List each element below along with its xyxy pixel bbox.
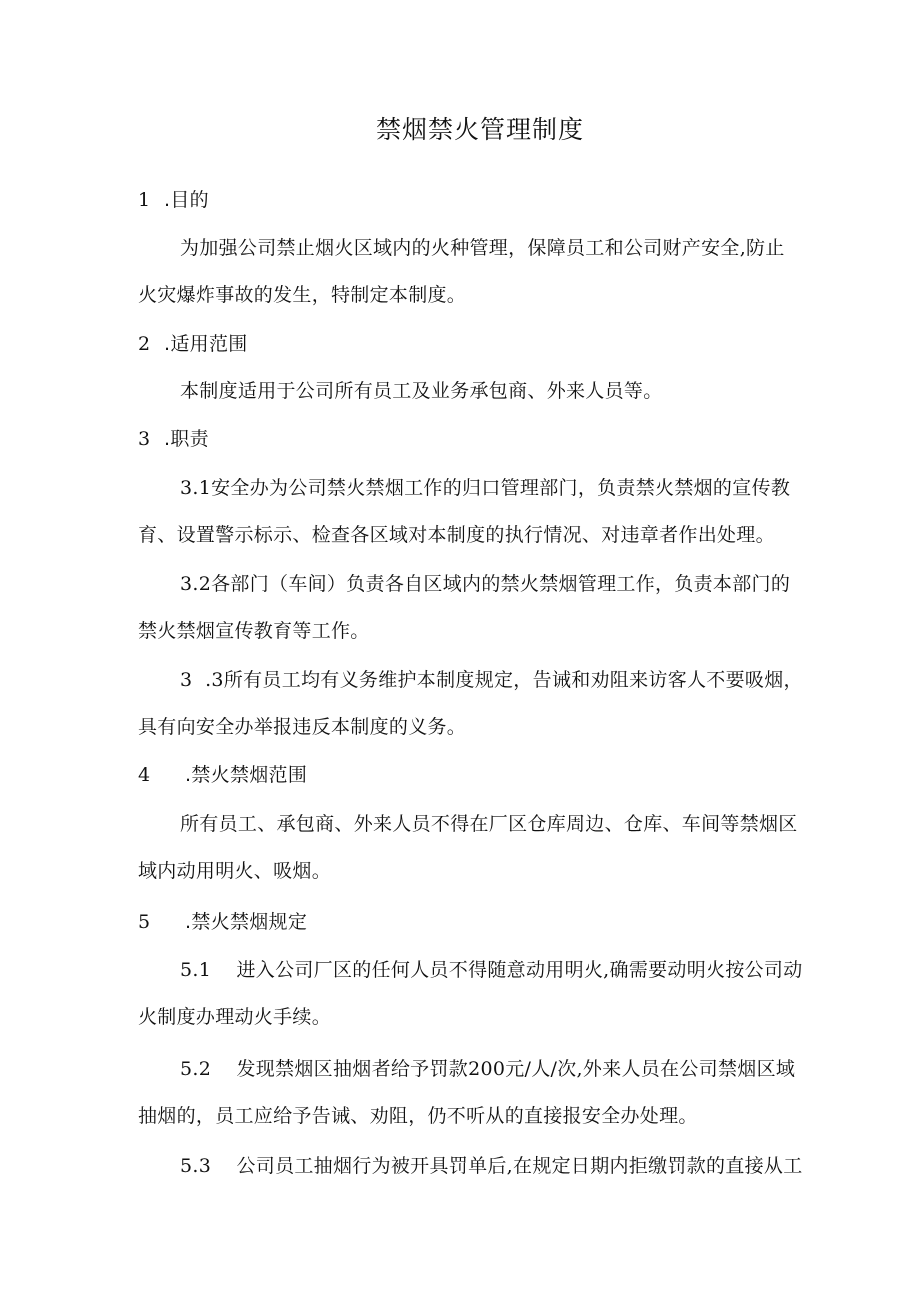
paragraph — [138, 225, 828, 319]
paragraph — [138, 947, 828, 1041]
paragraph-line: 5.3 公司员工抽烟行为被开具罚单后,在规定日期内拒缴罚款的直接从工 — [180, 1155, 803, 1177]
section-heading-5 — [138, 899, 828, 946]
paragraph-line: 3.1安全办为公司禁火禁烟工作的归口管理部门，负责禁火禁烟的宣传教 — [180, 477, 791, 499]
page-title: 禁烟禁火管理制度 — [375, 115, 584, 144]
paragraph — [138, 368, 828, 415]
section-number: 1 — [138, 189, 151, 211]
paragraph-line: 3.2各部门（车间）负责各自区域内的禁火禁烟管理工作，负责本部门的 — [180, 573, 791, 595]
paragraph — [138, 465, 828, 559]
paragraph-line: 本制度适用于公司所有员工及业务承包商、外来人员等。 — [180, 380, 663, 402]
paragraph — [138, 1046, 828, 1140]
section-title: .目的 — [164, 189, 209, 211]
section-number: 4 — [138, 764, 151, 786]
section-heading-2 — [138, 321, 828, 368]
paragraph — [138, 657, 828, 751]
paragraph — [138, 1143, 828, 1190]
section-number: 2 — [138, 333, 151, 355]
section-heading-3 — [138, 416, 828, 463]
paragraph — [138, 561, 828, 655]
paragraph-line: 域内动用明火、吸烟。 — [138, 860, 332, 882]
section-number: 5 — [138, 911, 151, 933]
section-title: .职责 — [164, 428, 209, 450]
section-title: .禁火禁烟规定 — [185, 911, 308, 933]
paragraph-line: 具有向安全办举报违反本制度的义务。 — [138, 716, 467, 738]
paragraph-line: 5.2 发现禁烟区抽烟者给予罚款200元/人/次,外来人员在公司禁烟区域 — [180, 1058, 796, 1080]
paragraph-line: 抽烟的，员工应给予告诫、劝阻，仍不听从的直接报安全办处理。 — [138, 1105, 698, 1127]
section-number: 3 — [138, 428, 151, 450]
section-heading-4 — [138, 752, 828, 799]
paragraph-line: 禁火禁烟宣传教育等工作。 — [138, 620, 370, 642]
paragraph-line: 火灾爆炸事故的发生，特制定本制度。 — [138, 284, 467, 306]
paragraph-line: 育、设置警示标示、检查各区域对本制度的执行情况、对违章者作出处理。 — [138, 524, 775, 546]
paragraph-line: 为加强公司禁止烟火区域内的火种管理，保障员工和公司财产安全,防止 — [180, 237, 785, 259]
section-title: .禁火禁烟范围 — [185, 764, 308, 786]
paragraph-line: 3 .3所有员工均有义务维护本制度规定，告诫和劝阻来访客人不要吸烟， — [180, 669, 803, 691]
paragraph — [138, 801, 828, 895]
paragraph-line: 5.1 进入公司厂区的任何人员不得随意动用明火,确需要动明火按公司动 — [180, 959, 803, 981]
paragraph-line: 火制度办理动火手续。 — [138, 1006, 332, 1028]
paragraph-line: 所有员工、承包商、外来人员不得在厂区仓库周边、仓库、车间等禁烟区 — [180, 813, 798, 835]
section-title: .适用范围 — [164, 333, 248, 355]
section-heading-1 — [138, 177, 828, 224]
